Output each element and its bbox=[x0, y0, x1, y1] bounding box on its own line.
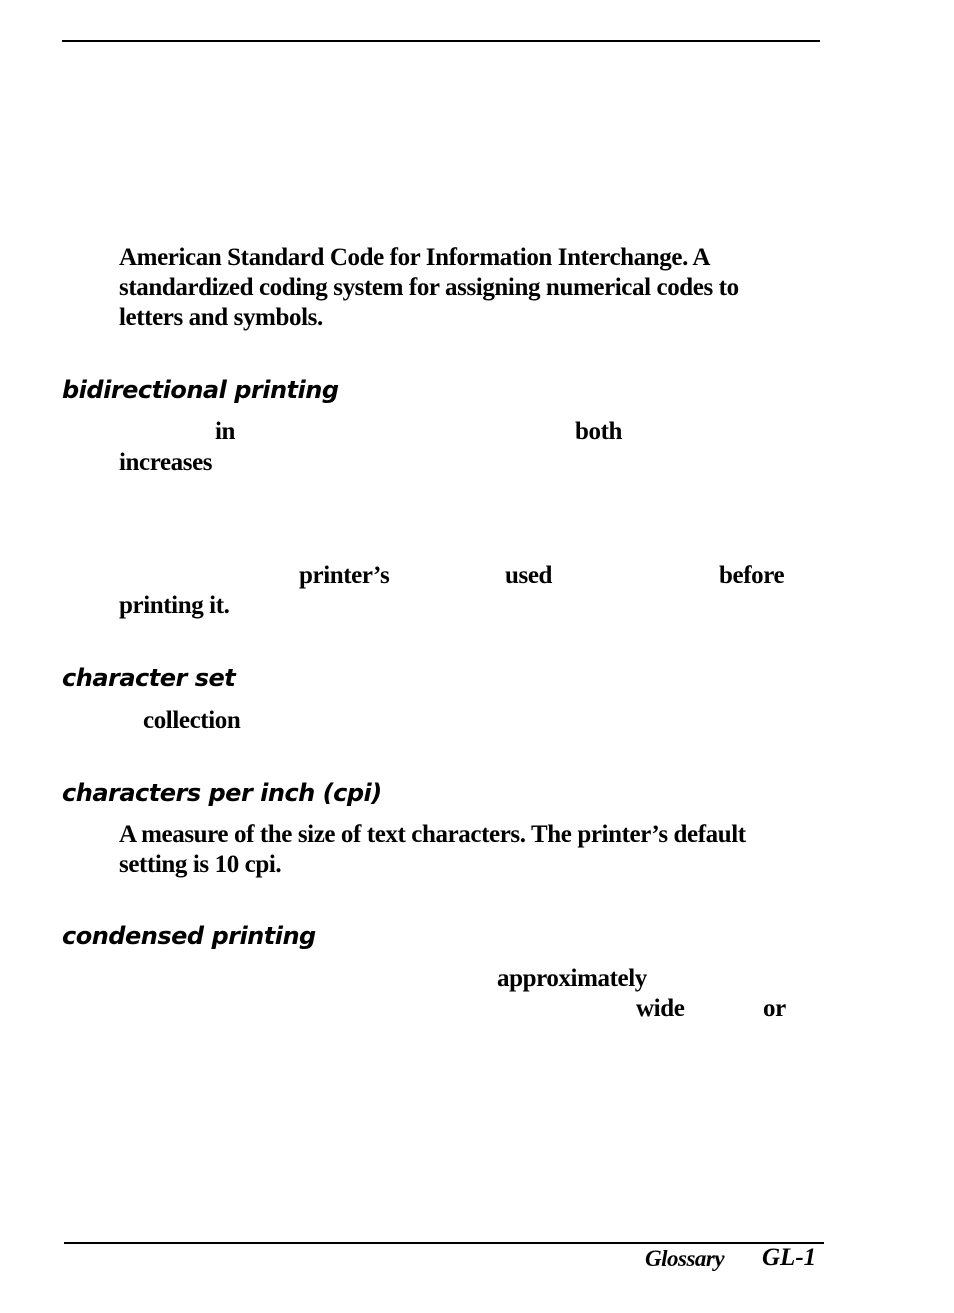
definition-fragment: collection bbox=[143, 707, 241, 734]
definition-fragment: used bbox=[505, 562, 553, 589]
definition-fragment: both bbox=[575, 418, 623, 445]
footer-rule bbox=[64, 1242, 824, 1244]
ascii-definition bbox=[119, 243, 819, 333]
cpi-definition bbox=[119, 820, 819, 880]
definition-line: standardized coding system for assigning numerical codes to bbox=[119, 274, 739, 301]
definition-fragment: wide bbox=[636, 995, 685, 1022]
term-condensed-printing: condensed printing bbox=[62, 922, 316, 950]
term-character-set: character set bbox=[62, 664, 236, 692]
term-characters-per-inch: characters per inch (cpi) bbox=[62, 779, 382, 807]
definition-fragment: printer’s bbox=[299, 562, 390, 589]
definition-fragment: or bbox=[763, 995, 786, 1022]
definition-fragment: increases bbox=[119, 449, 213, 476]
definition-fragment: printing it. bbox=[119, 592, 230, 619]
definition-fragment: approximately bbox=[497, 965, 647, 992]
header-rule bbox=[62, 40, 820, 42]
definition-fragment: before bbox=[719, 562, 785, 589]
term-bidirectional-printing: bidirectional printing bbox=[62, 376, 339, 404]
definition-line: letters and symbols. bbox=[119, 304, 323, 331]
definition-line: American Standard Code for Information Interchange. A bbox=[119, 244, 711, 271]
definition-fragment: in bbox=[215, 418, 236, 445]
footer-section-label: Glossary bbox=[645, 1246, 725, 1271]
definition-line: setting is 10 cpi. bbox=[119, 851, 282, 878]
definition-line: A measure of the size of text characters. The printer’s default bbox=[119, 821, 746, 848]
page-number: GL-1 bbox=[762, 1244, 817, 1271]
